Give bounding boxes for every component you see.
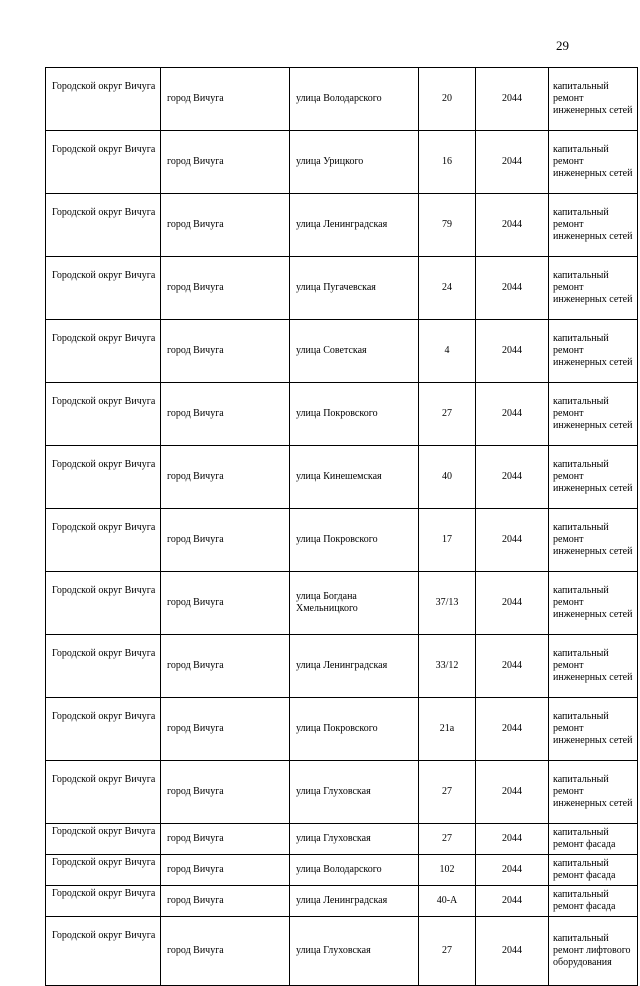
table-row bbox=[46, 917, 638, 986]
work-type-cell: капитальный ремонт инженерных сетей bbox=[549, 509, 638, 572]
house-number-cell: 20 bbox=[419, 68, 476, 131]
house-number-cell: 27 bbox=[419, 917, 476, 986]
work-type-cell: капитальный ремонт инженерных сетей bbox=[549, 446, 638, 509]
settlement-cell: город Вичуга bbox=[161, 572, 290, 635]
municipality-cell: Городской округ Вичуга bbox=[46, 194, 161, 257]
table-row bbox=[46, 509, 638, 572]
street-cell: улица Глуховская bbox=[290, 761, 419, 824]
house-number-cell: 37/13 bbox=[419, 572, 476, 635]
street-cell: улица Советская bbox=[290, 320, 419, 383]
year-cell: 2044 bbox=[476, 194, 549, 257]
street-cell: улица Кинешемская bbox=[290, 446, 419, 509]
street-cell: улица Урицкого bbox=[290, 131, 419, 194]
year-cell: 2044 bbox=[476, 68, 549, 131]
work-type-cell: капитальный ремонт фасада bbox=[549, 855, 638, 886]
table-row bbox=[46, 446, 638, 509]
table-row bbox=[46, 635, 638, 698]
street-cell: улица Покровского bbox=[290, 509, 419, 572]
year-cell: 2044 bbox=[476, 320, 549, 383]
work-type-cell: капитальный ремонт инженерных сетей bbox=[549, 761, 638, 824]
year-cell: 2044 bbox=[476, 761, 549, 824]
work-type-cell: капитальный ремонт инженерных сетей bbox=[549, 68, 638, 131]
street-cell: улица Покровского bbox=[290, 698, 419, 761]
street-cell: улица Ленинградская bbox=[290, 886, 419, 917]
settlement-cell: город Вичуга bbox=[161, 509, 290, 572]
year-cell: 2044 bbox=[476, 257, 549, 320]
settlement-cell: город Вичуга bbox=[161, 698, 290, 761]
year-cell: 2044 bbox=[476, 446, 549, 509]
house-number-cell: 27 bbox=[419, 761, 476, 824]
work-type-cell: капитальный ремонт инженерных сетей bbox=[549, 194, 638, 257]
page-number: 29 bbox=[556, 38, 569, 53]
street-cell: улица Глуховская bbox=[290, 824, 419, 855]
work-type-cell: капитальный ремонт инженерных сетей bbox=[549, 257, 638, 320]
settlement-cell: город Вичуга bbox=[161, 824, 290, 855]
house-number-cell: 79 bbox=[419, 194, 476, 257]
table-row bbox=[46, 824, 638, 855]
year-cell: 2044 bbox=[476, 572, 549, 635]
year-cell: 2044 bbox=[476, 509, 549, 572]
table-row bbox=[46, 855, 638, 886]
street-cell: улица Ленинградская bbox=[290, 635, 419, 698]
municipality-cell: Городской округ Вичуга bbox=[46, 509, 161, 572]
settlement-cell: город Вичуга bbox=[161, 68, 290, 131]
municipality-cell: Городской округ Вичуга bbox=[46, 698, 161, 761]
street-cell: улица Покровского bbox=[290, 383, 419, 446]
work-type-cell: капитальный ремонт фасада bbox=[549, 824, 638, 855]
municipality-cell: Городской округ Вичуга bbox=[46, 320, 161, 383]
table-row bbox=[46, 68, 638, 131]
table-row bbox=[46, 886, 638, 917]
municipality-cell: Городской округ Вичуга bbox=[46, 68, 161, 131]
table-row bbox=[46, 194, 638, 257]
municipality-cell: Городской округ Вичуга bbox=[46, 635, 161, 698]
year-cell: 2044 bbox=[476, 855, 549, 886]
municipality-cell: Городской округ Вичуга bbox=[46, 824, 161, 855]
repair-plan-table bbox=[45, 67, 638, 986]
house-number-cell: 33/12 bbox=[419, 635, 476, 698]
year-cell: 2044 bbox=[476, 635, 549, 698]
table-row bbox=[46, 698, 638, 761]
work-type-cell: капитальный ремонт инженерных сетей bbox=[549, 698, 638, 761]
settlement-cell: город Вичуга bbox=[161, 917, 290, 986]
year-cell: 2044 bbox=[476, 824, 549, 855]
settlement-cell: город Вичуга bbox=[161, 131, 290, 194]
settlement-cell: город Вичуга bbox=[161, 446, 290, 509]
municipality-cell: Городской округ Вичуга bbox=[46, 572, 161, 635]
house-number-cell: 21а bbox=[419, 698, 476, 761]
house-number-cell: 4 bbox=[419, 320, 476, 383]
street-cell: улица Володарского bbox=[290, 68, 419, 131]
municipality-cell: Городской округ Вичуга bbox=[46, 855, 161, 886]
street-cell: улица Володарского bbox=[290, 855, 419, 886]
house-number-cell: 27 bbox=[419, 824, 476, 855]
work-type-cell: капитальный ремонт инженерных сетей bbox=[549, 383, 638, 446]
municipality-cell: Городской округ Вичуга bbox=[46, 917, 161, 986]
table-row bbox=[46, 383, 638, 446]
municipality-cell: Городской округ Вичуга bbox=[46, 886, 161, 917]
municipality-cell: Городской округ Вичуга bbox=[46, 383, 161, 446]
municipality-cell: Городской округ Вичуга bbox=[46, 446, 161, 509]
table-row bbox=[46, 761, 638, 824]
work-type-cell: капитальный ремонт инженерных сетей bbox=[549, 320, 638, 383]
settlement-cell: город Вичуга bbox=[161, 635, 290, 698]
table-row bbox=[46, 572, 638, 635]
settlement-cell: город Вичуга bbox=[161, 383, 290, 446]
settlement-cell: город Вичуга bbox=[161, 886, 290, 917]
municipality-cell: Городской округ Вичуга bbox=[46, 257, 161, 320]
work-type-cell: капитальный ремонт инженерных сетей bbox=[549, 572, 638, 635]
work-type-cell: капитальный ремонт фасада bbox=[549, 886, 638, 917]
house-number-cell: 40 bbox=[419, 446, 476, 509]
settlement-cell: город Вичуга bbox=[161, 761, 290, 824]
street-cell: улица Ленинградская bbox=[290, 194, 419, 257]
work-type-cell: капитальный ремонт инженерных сетей bbox=[549, 635, 638, 698]
work-type-cell: капитальный ремонт инженерных сетей bbox=[549, 131, 638, 194]
house-number-cell: 17 bbox=[419, 509, 476, 572]
house-number-cell: 16 bbox=[419, 131, 476, 194]
settlement-cell: город Вичуга bbox=[161, 855, 290, 886]
year-cell: 2044 bbox=[476, 383, 549, 446]
street-cell: улица Пугачевская bbox=[290, 257, 419, 320]
house-number-cell: 24 bbox=[419, 257, 476, 320]
table-row bbox=[46, 320, 638, 383]
municipality-cell: Городской округ Вичуга bbox=[46, 761, 161, 824]
work-type-cell: капитальный ремонт лифтового оборудования bbox=[549, 917, 638, 986]
house-number-cell: 27 bbox=[419, 383, 476, 446]
settlement-cell: город Вичуга bbox=[161, 257, 290, 320]
table-row bbox=[46, 257, 638, 320]
street-cell: улица Глуховская bbox=[290, 917, 419, 986]
year-cell: 2044 bbox=[476, 917, 549, 986]
street-cell: улица Богдана Хмельницкого bbox=[290, 572, 419, 635]
year-cell: 2044 bbox=[476, 698, 549, 761]
municipality-cell: Городской округ Вичуга bbox=[46, 131, 161, 194]
table-row bbox=[46, 131, 638, 194]
settlement-cell: город Вичуга bbox=[161, 194, 290, 257]
house-number-cell: 40-А bbox=[419, 886, 476, 917]
year-cell: 2044 bbox=[476, 131, 549, 194]
year-cell: 2044 bbox=[476, 886, 549, 917]
settlement-cell: город Вичуга bbox=[161, 320, 290, 383]
house-number-cell: 102 bbox=[419, 855, 476, 886]
